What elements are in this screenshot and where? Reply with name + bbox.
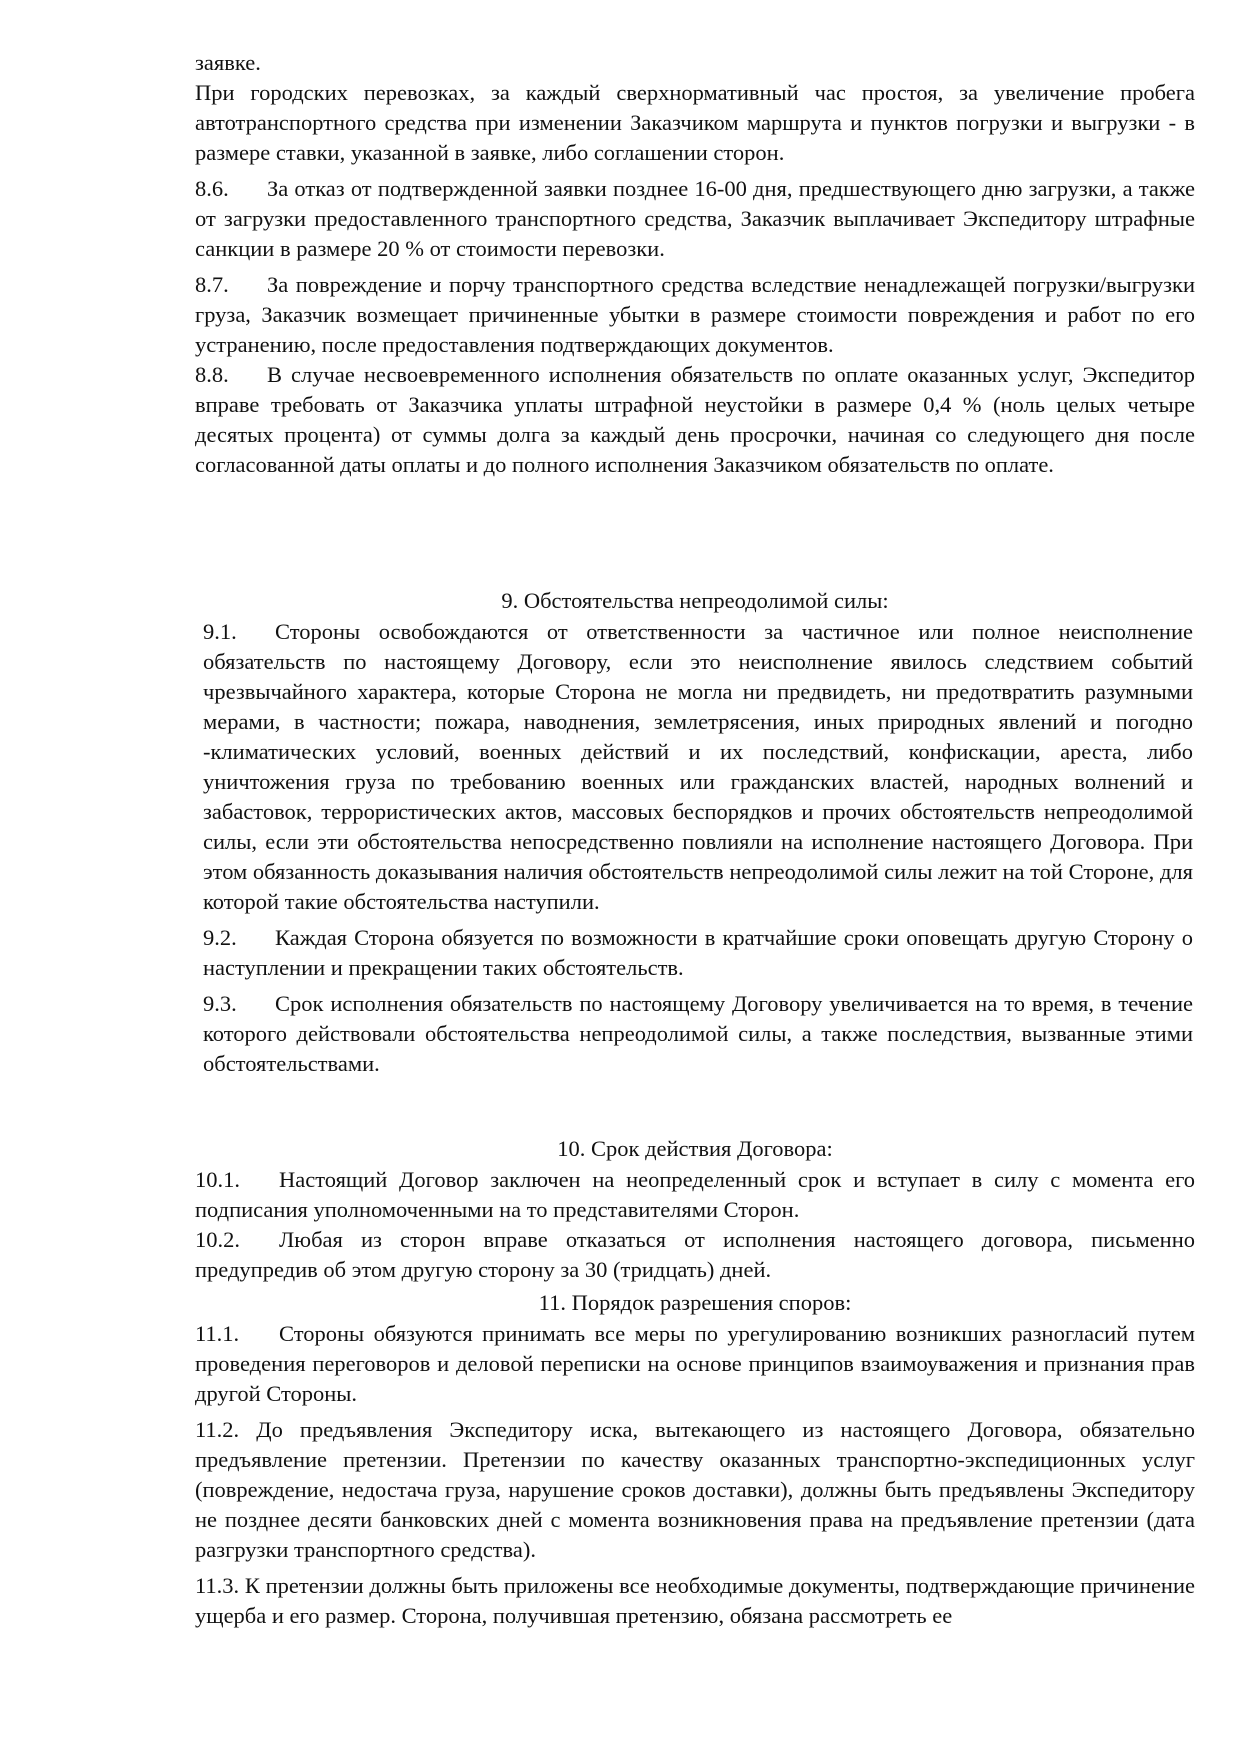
clause-number: 11.1. — [195, 1321, 240, 1346]
clause-text: За повреждение и порчу транспортного средства вследствие ненадлежащей погрузки/выгрузки груза, Заказчик возмещает причиненные убытки в размере стоимости повреждения и работ по его устранению, после предоставления подтверждающих документов. — [195, 272, 1195, 357]
clause-text: В случае несвоевременного исполнения обязательств по оплате оказанных услуг, Экспедитор вправе требовать от Заказчика уплаты штрафной неустойки в размере 0,4 % (ноль целых четыре десятых процента) от суммы долга за каждый день просрочки, начиная со следующего дня после согласованной даты оплаты и до полного исполнения Заказчиком обязательств по оплате. — [195, 362, 1195, 477]
clause-text: До предъявления Экспедитору иска, вытекающего из настоящего Договора, обязательно предъявление претензии. Претензии по качеству оказанных транспортно-экспедиционных услуг (повреждение, недостача груза, нарушение сроков доставки), должны быть предъявлены Экспедитору не позднее десяти банковских дней с момента возникновения права на предъявление претензии (дата разгрузки транспортного средства). — [195, 1417, 1196, 1562]
section-9 — [195, 617, 1193, 1079]
clause-number: 11.2. — [195, 1417, 240, 1442]
section-10 — [195, 1165, 1195, 1285]
clause-10-1 — [195, 1165, 1195, 1225]
clause-text: За отказ от подтвержденной заявки позднее 16-00 дня, предшествующего дню загрузки, а также от загрузки предоставленного транспортного средства, Заказчик выплачивает Экспедитору штрафные санкции в размере 20 % от стоимости перевозки. — [195, 176, 1195, 261]
clause-number: 9.2. — [203, 925, 237, 950]
clause-number: 8.8. — [195, 362, 229, 387]
clause-9-1 — [203, 617, 1193, 917]
section-heading-9: 9. Обстоятельства непреодолимой силы: — [501, 588, 889, 613]
clause-8-7 — [195, 270, 1195, 360]
section-8-continued — [195, 48, 1195, 480]
clause-number: 11.3. — [195, 1573, 240, 1598]
clause-text: К претензии должны быть приложены все необходимые документы, подтверждающие причинение ущерба и его размер. Сторона, получившая претензию, обязана рассмотреть ее — [195, 1573, 1196, 1628]
clause-text: Стороны обязуются принимать все меры по урегулированию возникших разногласий путем проведения переговоров и деловой переписки на основе принципов взаимоуважения и признания прав другой Стороны. — [195, 1321, 1195, 1406]
paragraph-zayavke: заявке. — [195, 50, 261, 75]
clause-number: 8.6. — [195, 176, 229, 201]
paragraph-city-transport: При городских перевозках, за каждый сверхнормативный час простоя, за увеличение пробега автотранспортного средства при изменении Заказчиком маршрута и пунктов погрузки и выгрузки - в размере ставки, указанной в заявке, либо соглашении сторон. — [195, 80, 1195, 165]
clause-text: Срок исполнения обязательств по настоящему Договору увеличивается на то время, в течение которого действовали обстоятельства непреодолимой силы, а также последствия, вызванные этими обстоятельствами. — [203, 991, 1193, 1076]
clause-number: 8.7. — [195, 272, 229, 297]
clause-number: 10.1. — [195, 1167, 240, 1192]
clause-text: Стороны освобождаются от ответственности за частичное или полное неисполнение обязательств по настоящему Договору, если это неисполнение явилось следствием событий чрезвычайного характера, которые Сторона не могла ни предвидеть, ни предотвратить разумными мерами, в частности; пожара, наводнения, землетрясения, иных природных явлений и погодно -климатических условий, военных действий и их последствий, конфискации, ареста, либо уничтожения груза по требованию военных или гражданских властей, народных волнений и забастовок, террористических актов, массовых беспорядков и прочих обстоятельств непреодолимой силы, если эти обстоятельства непосредственно повлияли на исполнение настоящего Договора. При этом обязанность доказывания наличия обстоятельств непреодолимой силы лежит на той Стороне, для которой такие обстоятельства наступили. — [203, 619, 1193, 914]
clause-number: 9.3. — [203, 991, 237, 1016]
section-heading-10: 10. Срок действия Договора: — [557, 1136, 833, 1161]
clause-number: 10.2. — [195, 1227, 240, 1252]
section-11 — [195, 1319, 1195, 1631]
clause-number: 9.1. — [203, 619, 237, 644]
clause-text: Настоящий Договор заключен на неопределенный срок и вступает в силу с момента его подписания уполномоченными на то представителями Сторон. — [195, 1167, 1195, 1222]
clause-9-2 — [203, 923, 1193, 983]
clause-10-2 — [195, 1225, 1195, 1285]
clause-11-3 — [195, 1571, 1195, 1631]
clause-11-2 — [195, 1415, 1195, 1565]
clause-8-6 — [195, 174, 1195, 264]
clause-text: Любая из сторон вправе отказаться от исполнения настоящего договора, письменно предупредив об этом другую сторону за 30 (тридцать) дней. — [195, 1227, 1195, 1282]
clause-8-8 — [195, 360, 1195, 480]
clause-9-3 — [203, 989, 1193, 1079]
clause-text: Каждая Сторона обязуется по возможности в кратчайшие сроки оповещать другую Сторону о наступлении и прекращении таких обстоятельств. — [203, 925, 1193, 980]
section-heading-11: 11. Порядок разрешения споров: — [538, 1290, 852, 1315]
clause-11-1 — [195, 1319, 1195, 1409]
